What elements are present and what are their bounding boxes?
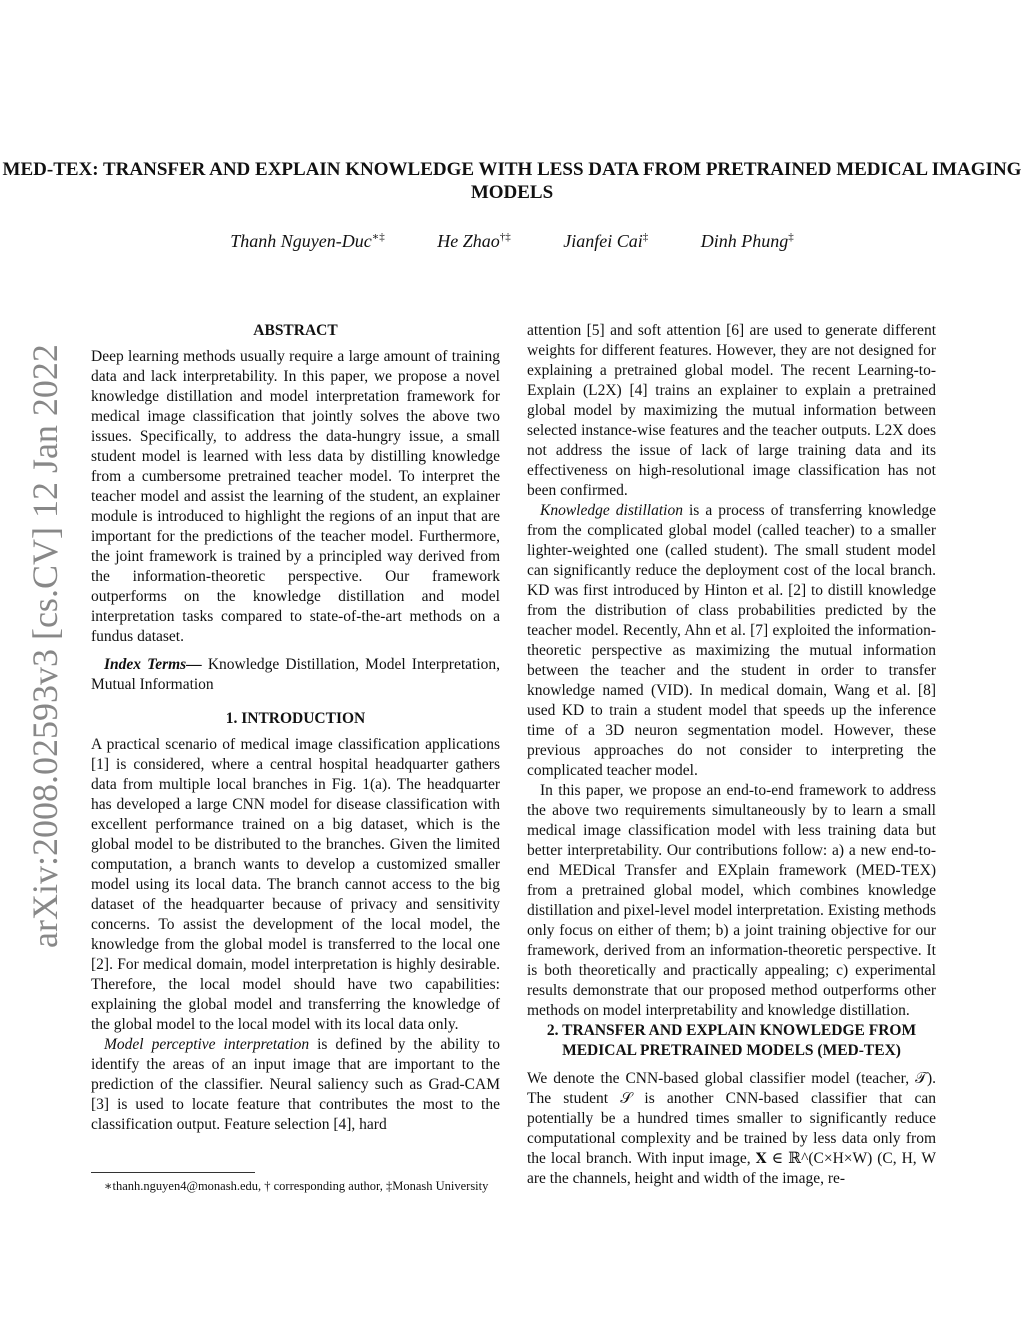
right-column (527, 321, 936, 1189)
author: Dinh Phung‡ (700, 231, 794, 251)
paragraph: A practical scenario of medical image classification applications [1] is considered, where a central hospital headquarter gathers data from multiple local branches in Fig. 1(a). The headquarter has developed a large CNN model for disease classification with excellent performance trained on a big dataset, which is the global model to be distributed to the branches. Given the limited computation, a branch wants to develop a customized smaller model using its local data. The branch cannot access to the big dataset of the headquarter because of privacy and sensitivity concerns. To assist the development of the local model, the knowledge from the global model is transferred to the local one [2]. For medical domain, model interpretation is highly desirable. Therefore, the local model should have two capabilities: explaining the global model and transferring the knowledge of the global model to the local model with its local data only. (91, 736, 500, 1033)
footnote-rule (91, 1172, 255, 1173)
paragraph: We denote the CNN-based global classifier model (teacher, 𝒯). The student 𝒮 is another CNN-based classifier that can potentially be a hundred times smaller to significantly reduce computational complexity and be trained by less data only from the local branch. With input image, 𝐗 ∈ ℝ^(C×H×W) (C, H, W are the channels, height and width of the image, re- (527, 1070, 936, 1187)
author: Thanh Nguyen-Duc∗‡ (230, 231, 385, 251)
section-heading: 1. INTRODUCTION (225, 710, 366, 727)
arxiv-stamp: arXiv:2008.02593v3 [cs.CV] 12 Jan 2022 (25, 344, 65, 948)
paragraph: In this paper, we propose an end-to-end framework to address the above two requirements simultaneously by to learn a small medical image classification model with less training data but better interpretability. Our contributions follow: a) a new end-to-end MEDical Transfer and EXplain framework (MED-TEX) from a pretrained global model, which combines knowledge distillation and pixel-level model interpretation. Existing methods only focus on either of them; b) a joint training objective for our framework, derived from an information-theoretic perspective. It is both theoretically and practically appealing; c) experimental results demonstrate that our proposed method outperforms other methods on model interpretability and knowledge distillation. (527, 782, 936, 1019)
paper-title: MED-TEX: TRANSFER AND EXPLAIN KNOWLEDGE WITH LESS DATA FROM PRETRAINED MEDICAL IMAGING MODELS (2, 159, 1022, 203)
footnote: ∗thanh.nguyen4@monash.edu, † corresponding author, ‡Monash University (91, 1172, 500, 1195)
abstract-heading: ABSTRACT (253, 322, 338, 339)
paragraph: Knowledge distillation is a process of transferring knowledge from the complicated global model (called teacher) to a smaller lighter-weighted one (called student). The small student model can significantly reduce the deployment cost of the local branch. KD was first introduced by Hinton et al. [2] to distill knowledge from the distribution of class probabilities predicted by the teacher model. Recently, Ahn et al. [7] exploited the information-theoretic perspective as maximizing the mutual information between the teacher and the student in order to transfer knowledge named (VID). In medical domain, Wang et al. [8] used KD to train a student model that speeds up the inference time of a 3D neuron segmentation model. However, these previous approaches do not consider to interpreting the complicated teacher model. (527, 502, 936, 779)
paragraph: Model perceptive interpretation is defined by the ability to identify the areas of an input image that are important to the prediction of the classifier. Neural saliency such as Grad-CAM [3] is used to locate feature that contributes the most to the classification output. Feature selection [4], hard (91, 1036, 500, 1133)
section-heading: 2. TRANSFER AND EXPLAIN KNOWLEDGE FROM MEDICAL PRETRAINED MODELS (MED-TEX) (546, 1022, 917, 1059)
author: He Zhao†‡ (437, 231, 511, 251)
paragraph: attention [5] and soft attention [6] are used to generate different weights for different features. However, they are not designed for explaining a pretrained global model. The recent Learning-to-Explain (L2X) [4] trains an explainer to explain a pretrained global model by maximizing the mutual information between selected instance-wise features and the teacher outputs. L2X does not address the issue of lack of large training data and its effectiveness on high-resolutional image classification has not been confirmed. (527, 322, 936, 499)
index-terms: Index Terms— Knowledge Distillation, Model Interpretation, Mutual Information (91, 656, 501, 693)
left-column (91, 321, 500, 1135)
author-list (0, 230, 1024, 252)
abstract-text: Deep learning methods usually require a large amount of training data and lack interpretability. In this paper, we propose a novel knowledge distillation and model interpretation framework for medical image classification that jointly solves the above two issues. Specifically, to address the data-hungry issue, a small student model is learned with less data by distilling knowledge from a cumbersome pretrained teacher model. To interpret the teacher model and assist the learning of the student, an explainer module is introduced to highlight the regions of an input that are important for the predictions of the teacher model. Furthermore, the joint framework is trained by a principled way derived from the information-theoretic perspective. Our framework outperforms on the knowledge distillation and model interpretation tasks compared to state-of-the-art methods on a fundus dataset. (91, 348, 500, 645)
author: Jianfei Cai‡ (563, 231, 649, 251)
